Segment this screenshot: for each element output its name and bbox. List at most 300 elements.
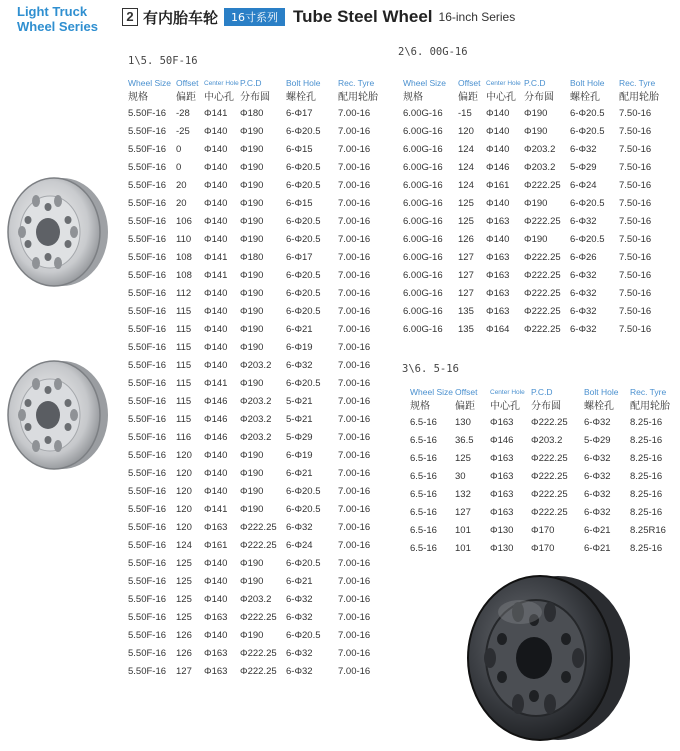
cell-offset: 125: [176, 612, 192, 623]
column-header-zh-bolt-hole: 螺栓孔: [570, 92, 600, 103]
cell-offset: 124: [458, 162, 474, 173]
cell-pcd: Φ190: [240, 126, 264, 137]
cell-bolt-hole: 6-Φ32: [570, 288, 597, 299]
cell-bolt-hole: 5-Φ29: [584, 435, 611, 446]
cell-center-hole: Φ164: [486, 324, 510, 335]
cell-bolt-hole: 6-Φ19: [286, 450, 313, 461]
table-row: [403, 123, 665, 141]
cell-bolt-hole: 6-Φ21: [584, 525, 611, 536]
table-row: [410, 540, 676, 558]
cell-pcd: Φ203.2: [240, 432, 272, 443]
cell-offset: 112: [176, 288, 192, 299]
table-row: [403, 303, 665, 321]
cell-offset: 126: [458, 234, 474, 245]
series-badge: 16寸系列: [224, 8, 285, 26]
cell-wheel-size: 6.00G-16: [403, 180, 443, 191]
column-header-zh-bolt-hole: 螺栓孔: [286, 92, 316, 103]
cell-pcd: Φ222.25: [240, 522, 277, 533]
cell-pcd: Φ222.25: [524, 216, 561, 227]
cell-pcd: Φ222.25: [524, 324, 561, 335]
cell-offset: 127: [458, 288, 474, 299]
cell-center-hole: Φ140: [204, 576, 228, 587]
cell-pcd: Φ190: [240, 576, 264, 587]
cell-wheel-size: 5.50F-16: [128, 540, 167, 551]
cell-offset: 120: [176, 522, 192, 533]
cell-pcd: Φ222.25: [524, 252, 561, 263]
cell-wheel-size: 5.50F-16: [128, 396, 167, 407]
cell-center-hole: Φ130: [490, 543, 514, 554]
cell-wheel-size: 5.50F-16: [128, 378, 167, 389]
table-row: [128, 429, 388, 447]
table-row: [128, 519, 388, 537]
cell-pcd: Φ180: [240, 252, 264, 263]
column-header-wheel-size: Wheel Size: [128, 78, 171, 88]
cell-center-hole: Φ140: [204, 162, 228, 173]
cell-rec-tyre: 7.50-16: [619, 162, 652, 173]
cell-rec-tyre: 7.50-16: [619, 216, 652, 227]
table-row: [128, 627, 388, 645]
cell-offset: 115: [176, 378, 192, 389]
cell-pcd: Φ190: [240, 162, 264, 173]
cell-pcd: Φ190: [240, 234, 264, 245]
cell-wheel-size: 5.50F-16: [128, 522, 167, 533]
table-row: [128, 555, 388, 573]
cell-wheel-size: 5.50F-16: [128, 576, 167, 587]
cell-center-hole: Φ140: [204, 486, 228, 497]
title-english: Tube Steel Wheel: [293, 7, 433, 26]
column-header-zh-wheel-size: 规格: [403, 92, 423, 103]
cell-pcd: Φ190: [240, 486, 264, 497]
cell-wheel-size: 5.50F-16: [128, 162, 167, 173]
cell-pcd: Φ203.2: [240, 414, 272, 425]
cell-rec-tyre: 7.00-16: [338, 576, 371, 587]
cell-rec-tyre: 7.50-16: [619, 144, 652, 155]
cell-offset: 36.5: [455, 435, 474, 446]
table-row: [128, 105, 388, 123]
cell-offset: 106: [176, 216, 192, 227]
table-row: [403, 249, 665, 267]
spec-table-6-00g-16: [403, 77, 665, 339]
cell-pcd: Φ222.25: [240, 666, 277, 677]
cell-center-hole: Φ163: [486, 252, 510, 263]
cell-rec-tyre: 7.00-16: [338, 360, 371, 371]
cell-rec-tyre: 7.50-16: [619, 198, 652, 209]
table-row: [403, 231, 665, 249]
table-row: [128, 213, 388, 231]
cell-pcd: Φ222.25: [240, 612, 277, 623]
cell-wheel-size: 6.00G-16: [403, 288, 443, 299]
table-row: [403, 159, 665, 177]
table-row: [128, 267, 388, 285]
header-row-english: [410, 386, 676, 399]
header-row-english: [403, 77, 665, 90]
cell-bolt-hole: 6-Φ20.5: [286, 306, 321, 317]
cell-pcd: Φ190: [240, 450, 264, 461]
cell-pcd: Φ222.25: [524, 270, 561, 281]
cell-rec-tyre: 7.00-16: [338, 288, 371, 299]
cell-wheel-size: 6.00G-16: [403, 270, 443, 281]
column-header-bolt-hole: Bolt Hole: [570, 78, 605, 88]
table-row: [403, 105, 665, 123]
table-row: [128, 195, 388, 213]
cell-rec-tyre: 7.00-16: [338, 450, 371, 461]
cell-pcd: Φ190: [240, 306, 264, 317]
cell-bolt-hole: 6-Φ32: [584, 489, 611, 500]
cell-center-hole: Φ163: [204, 522, 228, 533]
silver-wheel-image-top: [0, 172, 112, 292]
cell-center-hole: Φ140: [204, 144, 228, 155]
cell-rec-tyre: 8.25R16: [630, 525, 666, 536]
cell-center-hole: Φ140: [486, 234, 510, 245]
cell-center-hole: Φ163: [490, 507, 514, 518]
cell-offset: 135: [458, 324, 474, 335]
table-row: [128, 609, 388, 627]
cell-pcd: Φ222.25: [531, 489, 568, 500]
cell-wheel-size: 5.50F-16: [128, 288, 167, 299]
table-row: [128, 123, 388, 141]
cell-bolt-hole: 6-Φ32: [584, 453, 611, 464]
cell-bolt-hole: 5-Φ29: [286, 432, 313, 443]
table-row: [410, 486, 676, 504]
table-row: [128, 591, 388, 609]
section-number-badge: 2: [122, 8, 138, 26]
cell-wheel-size: 5.50F-16: [128, 270, 167, 281]
cell-rec-tyre: 7.00-16: [338, 324, 371, 335]
cell-center-hole: Φ163: [490, 489, 514, 500]
cell-center-hole: Φ141: [204, 504, 228, 515]
cell-rec-tyre: 7.00-16: [338, 126, 371, 137]
cell-rec-tyre: 7.00-16: [338, 432, 371, 443]
cell-bolt-hole: 6-Φ32: [286, 648, 313, 659]
cell-center-hole: Φ140: [204, 306, 228, 317]
cell-bolt-hole: 6-Φ20.5: [286, 486, 321, 497]
cell-wheel-size: 5.50F-16: [128, 486, 167, 497]
cell-rec-tyre: 8.25-16: [630, 417, 663, 428]
cell-pcd: Φ180: [240, 108, 264, 119]
cell-center-hole: Φ141: [204, 252, 228, 263]
cell-rec-tyre: 7.00-16: [338, 594, 371, 605]
cell-center-hole: Φ140: [204, 360, 228, 371]
cell-center-hole: Φ140: [204, 180, 228, 191]
cell-wheel-size: 5.50F-16: [128, 630, 167, 641]
cell-bolt-hole: 6-Φ20.5: [570, 198, 605, 209]
table-row: [128, 303, 388, 321]
cell-offset: 30: [455, 471, 466, 482]
cell-center-hole: Φ163: [486, 306, 510, 317]
cell-offset: 20: [176, 198, 187, 209]
cell-wheel-size: 6.00G-16: [403, 234, 443, 245]
cell-wheel-size: 6.00G-16: [403, 306, 443, 317]
cell-offset: 124: [458, 144, 474, 155]
cell-center-hole: Φ163: [490, 453, 514, 464]
section-title-1: 1\5. 50F-16: [128, 55, 198, 67]
cell-bolt-hole: 6-Φ20.5: [286, 216, 321, 227]
cell-offset: 127: [458, 252, 474, 263]
cell-wheel-size: 5.50F-16: [128, 432, 167, 443]
cell-rec-tyre: 7.00-16: [338, 504, 371, 515]
cell-pcd: Φ203.2: [240, 396, 272, 407]
column-header-zh-wheel-size: 规格: [128, 92, 148, 103]
cell-wheel-size: 6.5-16: [410, 489, 437, 500]
cell-pcd: Φ190: [240, 180, 264, 191]
cell-rec-tyre: 7.00-16: [338, 342, 371, 353]
cell-pcd: Φ190: [524, 234, 548, 245]
table-row: [128, 249, 388, 267]
cell-rec-tyre: 7.50-16: [619, 180, 652, 191]
silver-wheel-image-middle: [0, 355, 112, 475]
cell-wheel-size: 5.50F-16: [128, 180, 167, 191]
brand-title: [17, 4, 98, 34]
cell-rec-tyre: 7.00-16: [338, 648, 371, 659]
cell-wheel-size: 6.00G-16: [403, 252, 443, 263]
cell-pcd: Φ203.2: [524, 144, 556, 155]
table-row: [410, 522, 676, 540]
cell-offset: 125: [176, 594, 192, 605]
cell-offset: 125: [458, 216, 474, 227]
cell-bolt-hole: 6-Φ20.5: [570, 108, 605, 119]
header-row-chinese: [128, 90, 388, 105]
table-row: [410, 414, 676, 432]
table-row: [128, 465, 388, 483]
cell-pcd: Φ170: [531, 543, 555, 554]
cell-bolt-hole: 6-Φ20.5: [286, 630, 321, 641]
cell-pcd: Φ190: [240, 468, 264, 479]
cell-center-hole: Φ146: [486, 162, 510, 173]
cell-pcd: Φ190: [240, 144, 264, 155]
cell-center-hole: Φ140: [204, 342, 228, 353]
cell-rec-tyre: 7.00-16: [338, 540, 371, 551]
table-row: [410, 432, 676, 450]
cell-center-hole: Φ146: [204, 396, 228, 407]
cell-offset: 101: [455, 543, 471, 554]
cell-offset: 120: [176, 450, 192, 461]
cell-rec-tyre: 8.25-16: [630, 543, 663, 554]
cell-wheel-size: 6.5-16: [410, 543, 437, 554]
cell-bolt-hole: 6-Φ24: [286, 540, 313, 551]
cell-rec-tyre: 7.00-16: [338, 234, 371, 245]
column-header-zh-center-hole: 中心孔: [486, 92, 516, 103]
cell-bolt-hole: 6-Φ32: [286, 594, 313, 605]
cell-wheel-size: 6.5-16: [410, 471, 437, 482]
column-header-zh-pcd: 分布圆: [240, 92, 270, 103]
cell-rec-tyre: 7.00-16: [338, 666, 371, 677]
column-header-offset: Offset: [176, 78, 199, 88]
table-row: [128, 483, 388, 501]
column-header-center-hole: Center Hole: [204, 80, 239, 87]
cell-rec-tyre: 7.00-16: [338, 630, 371, 641]
cell-wheel-size: 5.50F-16: [128, 360, 167, 371]
cell-bolt-hole: 6-Φ32: [286, 612, 313, 623]
column-header-wheel-size: Wheel Size: [410, 387, 453, 397]
column-header-bolt-hole: Bolt Hole: [286, 78, 321, 88]
cell-rec-tyre: 7.00-16: [338, 108, 371, 119]
table-row: [128, 411, 388, 429]
column-header-zh-wheel-size: 规格: [410, 401, 430, 412]
column-header-zh-rec-tyre: 配用轮胎: [338, 92, 378, 103]
cell-rec-tyre: 7.50-16: [619, 234, 652, 245]
table-row: [128, 159, 388, 177]
table-row: [128, 357, 388, 375]
cell-wheel-size: 6.5-16: [410, 417, 437, 428]
cell-bolt-hole: 5-Φ21: [286, 414, 313, 425]
cell-bolt-hole: 6-Φ20.5: [286, 378, 321, 389]
cell-rec-tyre: 7.00-16: [338, 396, 371, 407]
cell-center-hole: Φ161: [204, 540, 228, 551]
cell-wheel-size: 5.50F-16: [128, 414, 167, 425]
cell-wheel-size: 6.5-16: [410, 435, 437, 446]
cell-wheel-size: 5.50F-16: [128, 324, 167, 335]
table-row: [128, 573, 388, 591]
cell-pcd: Φ190: [240, 630, 264, 641]
cell-wheel-size: 6.00G-16: [403, 324, 443, 335]
table-row: [128, 231, 388, 249]
cell-wheel-size: 6.00G-16: [403, 126, 443, 137]
cell-pcd: Φ203.2: [524, 162, 556, 173]
cell-bolt-hole: 6-Φ32: [286, 360, 313, 371]
cell-pcd: Φ190: [240, 342, 264, 353]
cell-bolt-hole: 6-Φ20.5: [286, 234, 321, 245]
cell-pcd: Φ222.25: [531, 507, 568, 518]
cell-wheel-size: 6.5-16: [410, 453, 437, 464]
cell-bolt-hole: 6-Φ21: [286, 468, 313, 479]
cell-center-hole: Φ140: [486, 144, 510, 155]
cell-offset: 116: [176, 432, 192, 443]
cell-center-hole: Φ146: [204, 432, 228, 443]
cell-wheel-size: 5.50F-16: [128, 468, 167, 479]
cell-offset: -28: [176, 108, 190, 119]
page-header: [122, 6, 515, 28]
cell-wheel-size: 5.50F-16: [128, 252, 167, 263]
cell-wheel-size: 5.50F-16: [128, 648, 167, 659]
cell-rec-tyre: 7.00-16: [338, 378, 371, 389]
cell-bolt-hole: 6-Φ24: [570, 180, 597, 191]
cell-pcd: Φ222.25: [524, 288, 561, 299]
cell-wheel-size: 5.50F-16: [128, 666, 167, 677]
cell-center-hole: Φ141: [204, 378, 228, 389]
cell-bolt-hole: 6-Φ21: [286, 324, 313, 335]
header-row-chinese: [403, 90, 665, 105]
cell-pcd: Φ190: [240, 270, 264, 281]
cell-offset: 0: [176, 162, 182, 173]
cell-offset: 132: [455, 489, 471, 500]
cell-offset: 126: [176, 648, 192, 659]
cell-pcd: Φ203.2: [240, 360, 272, 371]
cell-rec-tyre: 7.50-16: [619, 306, 652, 317]
column-header-zh-center-hole: 中心孔: [204, 92, 234, 103]
cell-bolt-hole: 5-Φ21: [286, 396, 313, 407]
table-row: [128, 501, 388, 519]
cell-pcd: Φ170: [531, 525, 555, 536]
cell-wheel-size: 5.50F-16: [128, 234, 167, 245]
cell-center-hole: Φ140: [204, 234, 228, 245]
column-header-zh-offset: 偏距: [458, 92, 478, 103]
column-header-bolt-hole: Bolt Hole: [584, 387, 619, 397]
cell-rec-tyre: 7.00-16: [338, 180, 371, 191]
cell-offset: 108: [176, 252, 192, 263]
cell-pcd: Φ190: [240, 558, 264, 569]
cell-wheel-size: 5.50F-16: [128, 198, 167, 209]
column-header-zh-rec-tyre: 配用轮胎: [619, 92, 659, 103]
cell-pcd: Φ190: [240, 324, 264, 335]
cell-offset: 120: [176, 468, 192, 479]
cell-bolt-hole: 6-Φ32: [570, 324, 597, 335]
spec-table-6-5-16: [410, 386, 676, 558]
cell-wheel-size: 5.50F-16: [128, 558, 167, 569]
cell-rec-tyre: 8.25-16: [630, 453, 663, 464]
table-row: [128, 537, 388, 555]
cell-rec-tyre: 7.00-16: [338, 558, 371, 569]
column-header-zh-pcd: 分布圆: [531, 401, 561, 412]
table-row: [403, 285, 665, 303]
cell-offset: 120: [176, 486, 192, 497]
cell-center-hole: Φ163: [204, 648, 228, 659]
cell-rec-tyre: 7.50-16: [619, 324, 652, 335]
cell-rec-tyre: 7.00-16: [338, 198, 371, 209]
cell-wheel-size: 5.50F-16: [128, 594, 167, 605]
column-header-zh-offset: 偏距: [176, 92, 196, 103]
cell-rec-tyre: 7.50-16: [619, 108, 652, 119]
cell-wheel-size: 6.00G-16: [403, 162, 443, 173]
column-header-zh-offset: 偏距: [455, 401, 475, 412]
table-row: [128, 141, 388, 159]
cell-offset: 115: [176, 324, 192, 335]
cell-bolt-hole: 6-Φ20.5: [286, 288, 321, 299]
cell-bolt-hole: 6-Φ32: [584, 417, 611, 428]
cell-center-hole: Φ140: [204, 324, 228, 335]
cell-wheel-size: 6.00G-16: [403, 144, 443, 155]
column-header-zh-center-hole: 中心孔: [490, 401, 520, 412]
cell-center-hole: Φ163: [490, 471, 514, 482]
table-row: [128, 645, 388, 663]
cell-bolt-hole: 6-Φ20.5: [286, 558, 321, 569]
table-row: [128, 393, 388, 411]
cell-rec-tyre: 8.25-16: [630, 471, 663, 482]
cell-offset: 125: [455, 453, 471, 464]
cell-pcd: Φ222.25: [531, 471, 568, 482]
cell-bolt-hole: 6-Φ17: [286, 252, 313, 263]
brand-line-1: Light Truck: [17, 4, 88, 19]
cell-offset: 127: [458, 270, 474, 281]
cell-pcd: Φ190: [524, 108, 548, 119]
cell-center-hole: Φ163: [486, 288, 510, 299]
column-header-wheel-size: Wheel Size: [403, 78, 446, 88]
cell-center-hole: Φ140: [204, 126, 228, 137]
cell-center-hole: Φ140: [204, 468, 228, 479]
cell-bolt-hole: 6-Φ32: [570, 216, 597, 227]
cell-center-hole: Φ140: [486, 126, 510, 137]
table-row: [410, 504, 676, 522]
cell-center-hole: Φ146: [490, 435, 514, 446]
cell-center-hole: Φ140: [204, 558, 228, 569]
cell-bolt-hole: 6-Φ15: [286, 198, 313, 209]
cell-center-hole: Φ140: [486, 198, 510, 209]
cell-bolt-hole: 6-Φ32: [584, 471, 611, 482]
cell-offset: 108: [176, 270, 192, 281]
cell-pcd: Φ190: [240, 216, 264, 227]
cell-pcd: Φ203.2: [240, 594, 272, 605]
section-title-3: 3\6. 5-16: [402, 363, 459, 375]
cell-center-hole: Φ140: [204, 630, 228, 641]
cell-rec-tyre: 7.50-16: [619, 252, 652, 263]
cell-pcd: Φ222.25: [240, 648, 277, 659]
cell-rec-tyre: 7.00-16: [338, 612, 371, 623]
cell-offset: 120: [176, 504, 192, 515]
table-row: [128, 285, 388, 303]
column-header-offset: Offset: [455, 387, 478, 397]
cell-bolt-hole: 6-Φ32: [570, 144, 597, 155]
table-row: [403, 195, 665, 213]
cell-center-hole: Φ140: [204, 216, 228, 227]
